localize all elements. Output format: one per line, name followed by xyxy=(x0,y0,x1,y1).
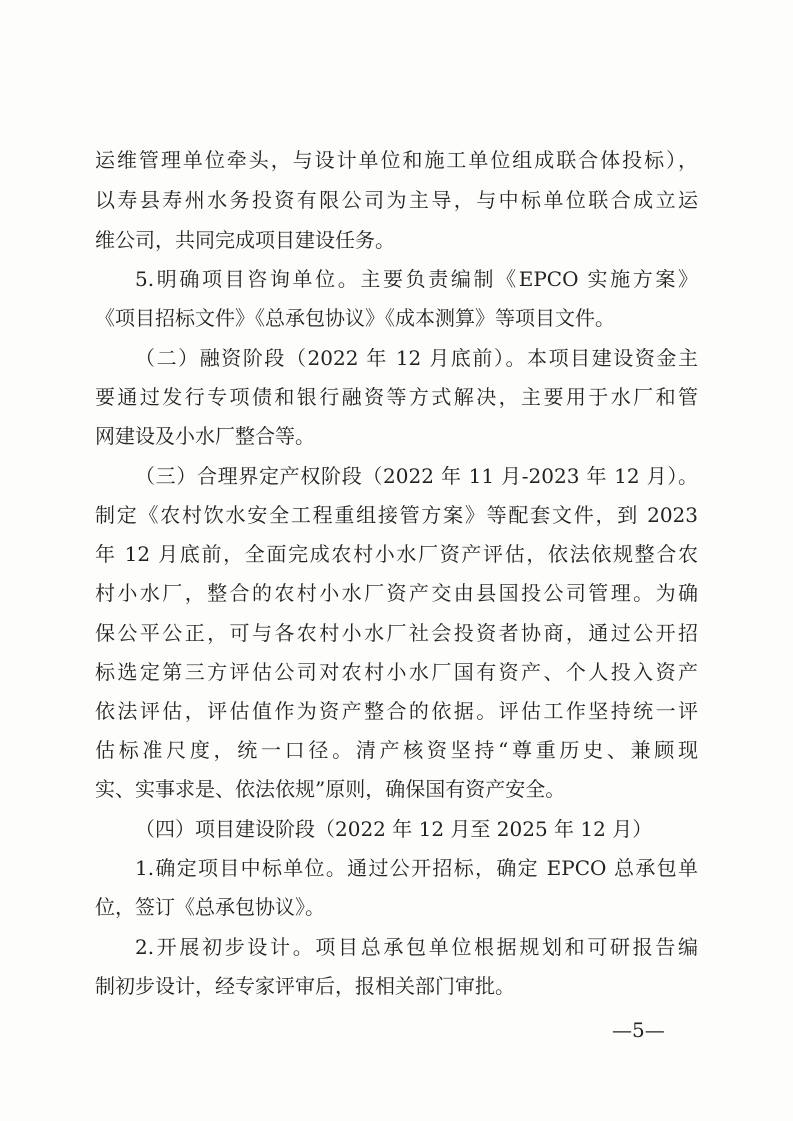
text-line: 制初步设计，经专家评审后，报相关部门审批。 xyxy=(95,974,515,998)
text-line: （三）合理界定产权阶段（2022 年 11 月-2023 年 12 月）。 xyxy=(135,464,698,488)
page-number: —5— xyxy=(612,1018,665,1042)
text-line: 运维管理单位牵头，与设计单位和施工单位组成联合体投标）， xyxy=(95,148,698,172)
text-line: 以寿县寿州水务投资有限公司为主导，与中标单位联合成立运 xyxy=(95,188,698,212)
text-line: 维公司，共同完成项目建设任务。 xyxy=(95,228,395,252)
section-heading: （四）项目建设阶段（2022 年 12 月至 2025 年 12 月） xyxy=(135,817,653,841)
text-line: 5.明确项目咨询单位。主要负责编制《EPCO 实施方案》 xyxy=(135,267,698,291)
text-line: 保公平公正，可与各农村小水厂社会投资者协商，通过公开招 xyxy=(95,621,698,645)
text-line: 位，签订《总承包协议》。 xyxy=(95,895,325,919)
text-line: 网建设及小水厂整合等。 xyxy=(95,424,315,448)
text-line: 年 12 月底前，全面完成农村小水厂资产评估，依法依规整合农 xyxy=(95,542,698,566)
text-line: 标选定第三方评估公司对农村小水厂国有资产、个人投入资产 xyxy=(95,660,698,684)
text-line: 实、实事求是、依法依规”原则，确保国有资产安全。 xyxy=(95,777,566,801)
text-line: 依法评估，评估值作为资产整合的依据。评估工作坚持统一评 xyxy=(95,699,698,723)
text-line: 要通过发行专项债和银行融资等方式解决，主要用于水厂和管 xyxy=(95,385,698,409)
text-line: 制定《农村饮水安全工程重组接管方案》等配套文件，到 2023 xyxy=(95,503,698,527)
text-line: 1.确定项目中标单位。通过公开招标，确定 EPCO 总承包单 xyxy=(135,856,698,880)
text-line: 估标准尺度，统一口径。清产核资坚持“尊重历史、兼顾现 xyxy=(95,738,698,762)
text-line: 《项目招标文件》《总承包协议》《成本测算》等项目文件。 xyxy=(95,306,615,330)
text-line: 2.开展初步设计。项目总承包单位根据规划和可研报告编 xyxy=(135,935,698,959)
text-line: （二）融资阶段（2022 年 12 月底前）。本项目建设资金主 xyxy=(135,346,698,370)
text-line: 村小水厂，整合的农村小水厂资产交由县国投公司管理。为确 xyxy=(95,581,698,605)
